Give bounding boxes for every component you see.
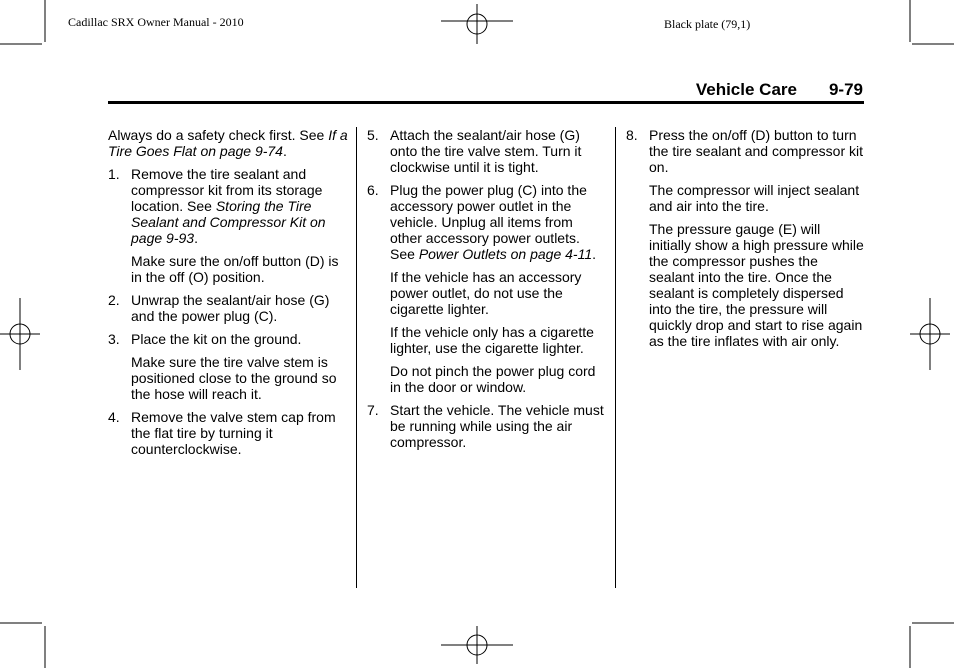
step-6-note-2: If the vehicle only has a cigarette lighter, use the cigarette lighter. [390, 324, 594, 356]
section-title: Vehicle Care [695, 80, 797, 99]
cross-reference: If a Tire Goes Flat on page 9-74 [108, 127, 348, 159]
column-divider-2 [615, 127, 616, 588]
column-2 [367, 127, 607, 457]
step-6-note-3: Do not pinch the power plug cord in the door or window. [390, 363, 596, 395]
column-3 [626, 127, 866, 356]
manual-title-meta: Cadillac SRX Owner Manual - 2010 [68, 15, 244, 29]
step-3-note: Make sure the tire valve stem is positioned close to the ground so the hose will reach it. [131, 354, 337, 402]
column-1 [108, 127, 348, 464]
page-number: 9-79 [828, 80, 863, 99]
registration-mark-left [0, 298, 40, 370]
registration-mark-top [441, 4, 513, 44]
step-1: 1. Remove the tire sealant and compressor kit from its storage location. See Storing the Tire Sealant and Compressor Kit on page 9-93. [108, 166, 326, 246]
registration-mark-bottom [441, 626, 513, 664]
header-rule [108, 101, 864, 104]
intro-paragraph: Always do a safety check first. See If a Tire Goes Flat on page 9-74. [108, 127, 348, 159]
step-4: 4. Remove the valve stem cap from the flat tire by turning it counterclockwise. [108, 409, 336, 457]
step-2: 2. Unwrap the sealant/air hose (G) and the power plug (C). [108, 292, 330, 324]
step-8-note-1: The compressor will inject sealant and air into the tire. [649, 182, 860, 214]
step-3: 3. Place the kit on the ground. [108, 331, 302, 347]
plate-meta: Black plate (79,1) [664, 17, 751, 31]
column-divider-1 [356, 127, 357, 588]
step-1-note: Make sure the on/off button (D) is in the off (O) position. [131, 253, 339, 285]
step-6-note-1: If the vehicle has an accessory power outlet, do not use the cigarette lighter. [390, 269, 582, 317]
step-7: 7. Start the vehicle. The vehicle must be running while using the air compressor. [367, 402, 604, 450]
registration-mark-right [910, 298, 950, 370]
step-6: 6. Plug the power plug (C) into the accessory power outlet in the vehicle. Unplug all items from other accessory power outlets. See Power Outlets on page 4-11. [367, 182, 596, 262]
cross-reference: Storing the Tire Sealant and Compressor Kit on page 9-93 [131, 198, 326, 246]
step-5: 5. Attach the sealant/air hose (G) onto the tire valve stem. Turn it clockwise until it is tight. [367, 127, 582, 175]
cross-reference: Power Outlets on page 4-11 [418, 246, 593, 262]
section-header [696, 80, 863, 100]
step-8: 8. Press the on/off (D) button to turn the tire sealant and compressor kit on. [626, 127, 863, 175]
step-8-note-2: The pressure gauge (E) will initially show a high pressure while the compressor pushes the sealant into the tire. Once the sealant is completely dispersed into the tire, the pressure will quickly drop and start to rise again as the tire inflates with air only. [649, 221, 864, 349]
